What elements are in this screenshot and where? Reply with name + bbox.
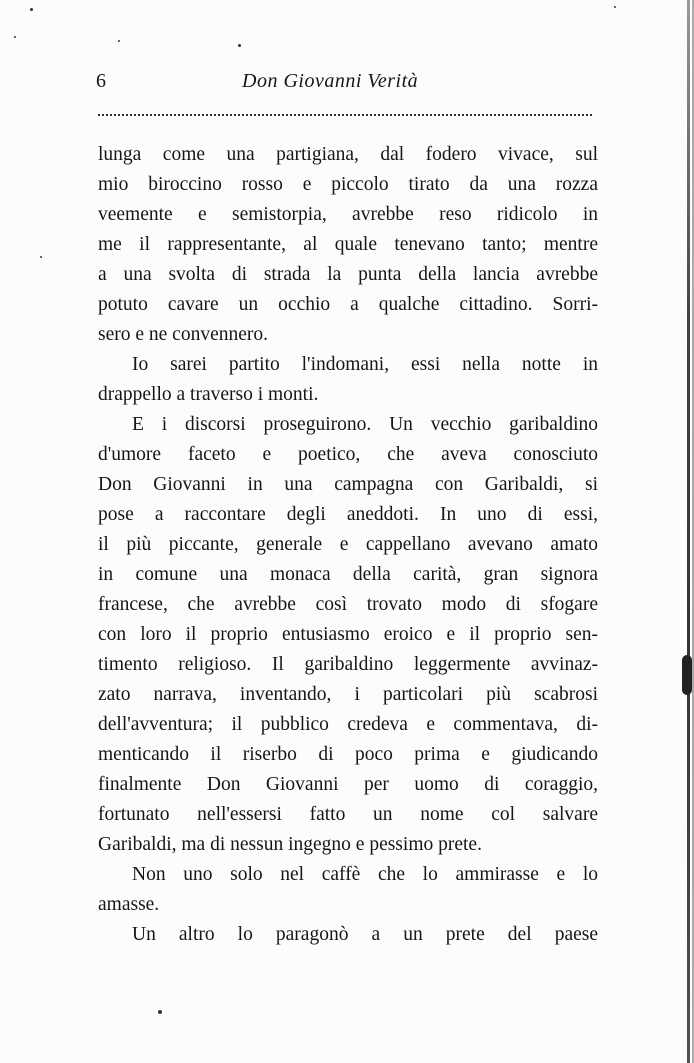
text-line: me il rappresentante, al quale tenevano tanto; mentre [98, 234, 598, 255]
text-line: Un altro lo paragonò a un prete del paese [132, 924, 598, 945]
text-line: dell'avventura; il pubblico credeva e commentava, di- [98, 714, 598, 735]
text-line: a una svolta di strada la punta della lancia avrebbe [98, 264, 598, 285]
text-line: sero e ne convennero. [98, 324, 269, 345]
text-line: fortunato nell'essersi fatto un nome col salvare [98, 804, 598, 825]
page-header [96, 70, 596, 100]
text-line: E i discorsi proseguirono. Un vecchio garibaldino [132, 414, 598, 435]
text-line: lunga come una partigiana, dal fodero vivace, sul [98, 144, 598, 165]
margin-ink-mark [682, 655, 692, 695]
text-line: mio biroccino rosso e piccolo tirato da una rozza [98, 174, 598, 195]
page-edge-shadow [687, 0, 690, 1063]
scan-speck [238, 44, 241, 47]
text-line: potuto cavare un occhio a qualche cittadino. Sorri- [98, 294, 598, 315]
page-number: 6 [96, 70, 106, 92]
text-line: drappello a traverso i monti. [98, 384, 319, 405]
header-divider [98, 114, 592, 116]
text-line: menticando il riserbo di poco prima e giudicando [98, 744, 598, 765]
scan-speck [158, 1010, 162, 1014]
text-line: pose a raccontare degli aneddoti. In uno di essi, [98, 504, 598, 525]
text-line: d'umore faceto e poetico, che aveva conosciuto [98, 444, 598, 465]
text-line: Non uno solo nel caffè che lo ammirasse e lo [132, 864, 598, 885]
text-line: zato narrava, inventando, i particolari più scabrosi [98, 684, 598, 705]
text-line: veemente e semistorpia, avrebbe reso ridicolo in [98, 204, 598, 225]
running-title: Don Giovanni Verità [242, 70, 419, 92]
scan-speck [30, 8, 33, 11]
scan-speck [118, 40, 120, 42]
text-line: amasse. [98, 894, 160, 915]
scan-speck [14, 36, 16, 38]
text-line: il più piccante, generale e cappellano avevano amato [98, 534, 598, 555]
text-line: Don Giovanni in una campagna con Garibaldi, si [98, 474, 598, 495]
text-line: timento religioso. Il garibaldino leggermente avvinaz- [98, 654, 598, 675]
text-line: francese, che avrebbe così trovato modo di sfogare [98, 594, 598, 615]
scan-speck [614, 6, 616, 8]
text-line: Garibaldi, ma di nessun ingegno e pessimo prete. [98, 834, 482, 855]
text-line: finalmente Don Giovanni per uomo di coraggio, [98, 774, 598, 795]
text-line: in comune una monaca della carità, gran signora [98, 564, 598, 585]
scan-speck [40, 256, 42, 258]
text-line: Io sarei partito l'indomani, essi nella notte in [132, 354, 598, 375]
text-line: con loro il proprio entusiasmo eroico e il proprio sen- [98, 624, 598, 645]
body-text [98, 140, 598, 950]
